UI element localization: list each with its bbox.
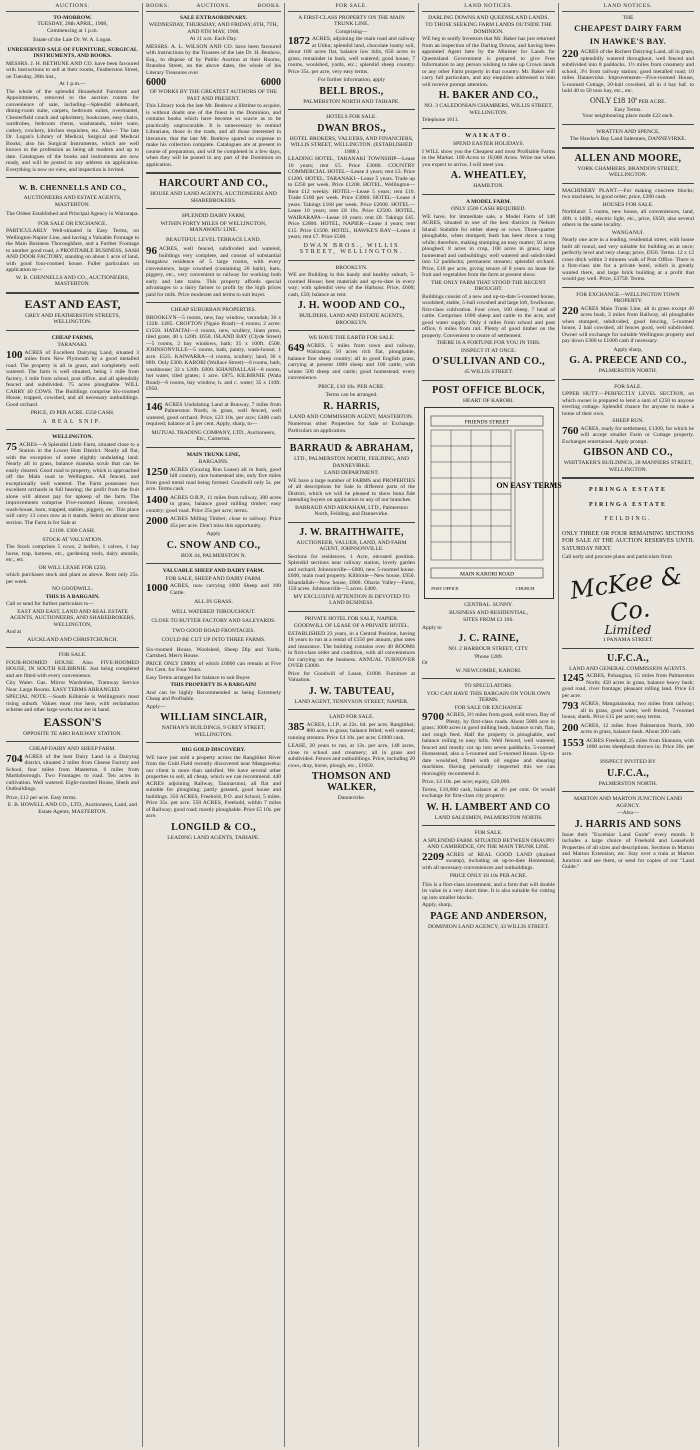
splendid-dairy: SPLENDID DAIRY FARM,: [181, 213, 246, 219]
private-hotel: PRIVATE HOTEL FOR SALE, NAPIER.: [304, 615, 399, 622]
bell-title: BELL BROS.,: [319, 85, 384, 97]
farm-desc: ACRES Undulating Land at Runway, 7 miles from Palmerston North; in grass, well fenced, well watered, good orchard. Price, £23 10s. per acre; £400 cash required; balance at 5 per cent. Apply, sharp, to—: [146, 401, 281, 427]
farm-200-acres: [562, 723, 694, 736]
kilbirnie-houses: FOUR-ROOMED HOUSE. Also FIVE-ROOMED HOUSE, IN SOUTH KILBIRNIE. Just being completed and are fitted with every convenience.: [6, 659, 139, 679]
kilbirnie-note: SPECIAL NOTE.—South Kilbirnie is Wellington's most rising suburb. Values must rise here, with reclamation scheme and other large works that are in hand.: [6, 694, 139, 713]
houses-for-sale: HOUSES FOR SALE.: [602, 201, 654, 208]
jhwood-sub: BUILDERS, LAND AND ESTATE AGENTS, BROOKLYN.: [299, 313, 404, 326]
only-cash: ONLY £500 CASH REQUIRED.: [451, 206, 526, 212]
spec-price: Price, £4 10s. per acre; equity, £20,000.: [422, 779, 511, 785]
suburban-list: BROOKLYN—5 rooms, new, bay window, verandah; 36 x 132ft. £485. CROFTON (Ngaio Road)—4 rooms; 2 acres. £1550. HATAITAI—4 rooms, new, scullery, linen press, tiled grate; 40 x 120ft. £650. ISLAND BAY (Clyde Street)—5 rooms, 2 bay windows, bath; 35 x 100ft. £500. JOHNSONVILLE—5 rooms, bath, pantry, wash-house; 1 acre. £525. KAIWARRA—4 rooms, scullery; land, 30 x 88ft. Only £300. KARORI (Wallace Street)—6 rooms, bath, washhouse; 33 x 126ft. £600. KHANDALLAH—8 rooms, hot water, tiled grates; 1 acre. £875. KILBIRNIE (Wala Road)—6 rooms, bay window, h. and c. water; 35 x 110ft. £950.: [146, 314, 281, 392]
farm-desc: ACRES, well fenced, subdivided and watered, buildings very complete, and consist of substantial bungalow residence of 5 large rooms, with every convenience, large cowshed (containing 20 bails), barn, piggery, etc., very convenient to railway for working both early and late trains. This property affords special advantages to a dairy farmer to profit by the high prices paid for milk. Price moderate and terms to suit buyer.: [146, 246, 281, 298]
bargains: BARGAINS.: [198, 459, 229, 465]
call-early: Call early and procure plans and particulars from: [562, 554, 672, 561]
column-header: [146, 3, 281, 12]
inspection-invited: INSPECT INVITED BY: [600, 759, 656, 766]
darling-sub: TO THOSE SEEKING FARM LANDS OUTSIDE THE DOMINION.: [425, 22, 552, 35]
auction-body: MESSRS. J. H. BETHUNE AND CO. have been favoured with instructions to sell at their rooms, Featherston Street, on Tuesday, 28th inst.,: [6, 60, 139, 80]
upper-hutt: UPPER HUTT.—PERFECTLY LEVEL SECTION, on which owner is prepared to lend a sum of £250 to anyone erecting cottage. Splendid chance for anyone to make a home of their own.: [562, 391, 694, 417]
for-sale-heading: FOR SALE.: [58, 652, 87, 658]
acres-number: 96: [146, 245, 157, 257]
model-farm: A MODEL FARM.: [465, 198, 512, 205]
taranaki: TARANAKI.: [57, 342, 88, 348]
farm-1000-acres: [146, 583, 281, 596]
chennells-body: PARTICULARLY Well-situated in Easy Terms, on Wellington-Napier Line, and having a Valuable Frontage to the Main Business Thoroughfare, and a Further Frontage to another good road, a PROFITABLE BUSINESS, SASH AND DOOR FACTORY, standing on about 1 acre of land, with good four-roomed house. Fuller particulars on application to—: [6, 228, 139, 273]
all-grass: ALL IN GRASS.: [194, 599, 233, 605]
inspect: INSPECT IT AT ONCE.: [460, 347, 516, 354]
books-body-2: This Library took the late Mr. Benbow a lifetime to acquire, is without doubt one of the finest in the Dominion, and contains books which have become so scarce as to be practically unprocurable. It is unnecessary to remind Librarians, those in the trade, and all those interested in literature, that the late Mr. Benbow spared no expense to make his collection complete. Catalogues are at present in course of preparation, and will be completed in a few days, when they will be posted to any part of the Dominion on application.: [146, 103, 281, 168]
sheep-apply: Apply—: [146, 703, 166, 710]
dairy-price-amount: ONLY £18 10: [589, 95, 636, 105]
baker-tel: Telephone 1611.: [422, 117, 459, 123]
farm-desc: ACRES Freehold, 25 miles from Shannon, with 1000 acres sheepbush thrown in; Price 20s. per acre.: [562, 737, 694, 757]
count-right: 6000: [261, 77, 281, 88]
farm-desc: ACRES, L.I.P., at 22s. 6d. per acre, Rangitikei; 800 acres in grass; balance felled; well watered; running streams. Price £4 10s. per acre; £1000 cash.: [288, 721, 415, 741]
sheep-sub: FOR SALE, SHEEP AND DAIRY FARM.: [165, 575, 262, 582]
acres-number: 793: [562, 700, 579, 713]
snow-title: C. SNOW AND CO.,: [166, 539, 261, 551]
sale-time: At 11 a.m. Each Day.: [189, 36, 238, 42]
farm-385-acres: [288, 722, 415, 742]
cheap-farms: CHEAP FARMS,: [51, 334, 94, 341]
earth-price: PRICE, £10 10s. PER ACRE.: [318, 383, 385, 390]
header-center: AUCTIONS.: [196, 3, 231, 9]
auction-time: Commencing at 1 p.m.: [46, 27, 99, 34]
mutual-sign: MUTUAL TRADING COMPANY, LTD., Auctioneers, Etc., Carterton.: [151, 429, 276, 442]
dwan-sign: DWAN BROS., WILLIS STREET, WELLINGTON.: [299, 242, 404, 255]
osullivan-sub: 45 WILLIS STREET.: [464, 369, 513, 375]
farm-100-acres: [6, 350, 139, 409]
farm-2209-acres: [422, 852, 555, 872]
dairy-neighbour: Your neighbouring place made £22 each.: [582, 113, 674, 120]
church-label: CHURCH: [515, 586, 534, 591]
post-office-block: POST OFFICE BLOCK,: [432, 384, 545, 396]
acres-number: 649: [288, 341, 305, 354]
farm-desc: ACRES of REAL GOOD LAND (drained swamp), including an up-to-date Homestead, with all necessary conveniences and outbuildings.: [422, 851, 555, 871]
call-text: Call or send for further particulars to—: [6, 601, 94, 607]
farm-desc: ACRES, Pohangina, 15 miles from Palmerston North; 450 acres in grass, balance heavy bush; good road, river frontage; pleasant rolling land. Price £4 per acre.: [562, 673, 694, 699]
braithwaite-sub: AUCTIONEER, VALUER, LAND, AND FARM AGENT, JOHNSONVILLE.: [296, 539, 407, 552]
acres-number: 146: [146, 400, 163, 413]
lambert-title: W. H. LAMBERT AND CO: [426, 801, 551, 813]
hotel-body: ESTABLISHED 23 years, in a Central Position, having 18 years to run at a rental of £156 per annum, plus rates and insurance. The building contains over 40 ROOMS in first-class order and condition, with all conveniences for carrying on the business. ANNUAL TURNOVER OVER £3000.: [288, 630, 415, 669]
brooklyn-title: BROOKLYN.: [335, 264, 368, 271]
wratten-title: WRATTEN AND SPENCE,: [596, 128, 660, 135]
count-row: [146, 77, 281, 88]
for-sale-2: FOR SALE.: [474, 830, 503, 836]
no-goodwill: NO GOODWILL.: [51, 586, 93, 592]
farm-220-exchange: [562, 306, 694, 345]
barraud-title: BARRAUD & ABRAHAM,: [289, 443, 414, 454]
farm-desc: ACRES, adjoining the main road and railway at Utiku; splendid land, chocolate loamy soil, about 180 acres flat, balance low hills, 650 acres in grass, remainder in bush, well watered; good house, 7 rooms, woolshed, yards, etc.; splendid sheep country. Price 35s. per acre, very easy terms.: [288, 36, 415, 75]
land-dept-body: WE have a large number of FARMS and PROPERTIES of all descriptions for Sale in different parts of the District, which we will be pleased to show bona fide intending buyers on application to any of our branches.: [288, 477, 415, 503]
count-left: 6000: [146, 77, 166, 88]
map-lots: [431, 430, 543, 560]
ufca-sub: LAND AND GENERAL COMMISSION AGENTS.: [569, 665, 687, 672]
hawkes-bay: IN HAWKE'S BAY.: [589, 36, 667, 46]
acres-number: 220: [562, 304, 579, 317]
kilbirnie-features: City Water. Gas. Mirror Wardrobes, Tramway Service Near. Large Rooms. EASY TERMS ARRANGED.: [6, 680, 139, 693]
run-1400: [146, 495, 281, 515]
farm-desc: ACRES, ready for settlement, £1300, for which he will accept smaller Farm or Cottage property. Exchanges entertained. Apply prompt.: [562, 425, 694, 445]
stock-valuation: STOCK AT VALUATION.: [42, 536, 103, 543]
acres-number: 2209: [422, 850, 444, 863]
raine-sub: NO. 2 HARBOUR STREET, CITY.: [448, 646, 529, 652]
eassons-title: EASSON'S: [43, 714, 102, 729]
page-anderson-sub: DOMINION LAND AGENCY, 43 WILLIS STREET.: [427, 923, 550, 930]
column-header: LAND NOTICES.: [422, 3, 555, 12]
preece-title: G. A. PREECE AND CO.,: [569, 355, 687, 367]
sheep-run: SHEEP RUN.: [612, 418, 644, 425]
wheatley-sub: HAMILTON.: [473, 183, 504, 189]
farm-desc: ACRES—A Splendid Little Farm, situated close to a Station in the Lower Hutt District. Nearly all flat, with the exception of some slightly undulating land. Nearly all in grass, balance manuka scrub that can be easily cleared. Good road to property, which is approached off the Main road to Wellington. All fenced, and exceptionally well watered. The Farm possesses two excellent orchards in full bearing; the profit from the fruit alone will almost pay for upkeep of the farm. The improvements comprise Five-roomed House, cowshed, wash-house, barn, trapped, stables, piggery, etc. This place will carry 13 cows now as it stands. Select on almost next section. The Farm is for Sale at: [6, 441, 139, 526]
central-sunny: CENTRAL. SUNNY.: [464, 602, 513, 608]
farm-desc: ACRES (Grazing Run Lease) all in bush, good hill country, nice homestead site, only five miles from good metal road being formed. Goodwill only 5s. per acre. Terms cash.: [146, 466, 281, 492]
preece-sub: PALMERSTON NORTH.: [598, 368, 658, 375]
snow-sub: BOX 44, PALMERSTON N.: [180, 552, 247, 559]
harris-title: R. HARRIS,: [323, 400, 380, 412]
comprising: Comprising—: [335, 28, 368, 35]
dwan-title: DWAN BROS.,: [317, 122, 386, 134]
acres-number: 1245: [562, 672, 584, 685]
ufca-title: U.F.C.A.,: [606, 652, 650, 664]
ohaupo-body: This is a first-class investment, and a farm that will double its value in a very short time. It is also suitable for cutting up into smaller blocks.: [422, 881, 555, 901]
earth-terms: Terms can be arranged.: [325, 392, 378, 398]
street-label: FRIENDS STREET: [464, 419, 509, 426]
farm-desc: ACRES of the Richest Dairying Land, all in grass, splendidly watered throughout, well fenced and subdivided into 8 paddocks. 1½ miles from creamery and school, 3½ from railway station; good metalled road; 10 miles Dannevirke. Improvements—Five-roomed House, 5-roomed Cottage, 20-bail cowshed, all in 4 bay baf. to hold 40 to 50 tons hay, etc., etc.: [562, 49, 694, 94]
acres-number: 1000: [146, 582, 168, 594]
feilding: FEILDING.: [604, 516, 652, 523]
farm-desc: ACRES, 12 miles from Palmerston North, 100 acres in grass, balance bush. About 200 cash.: [580, 722, 694, 736]
panama-street: 1 PANAMA STREET.: [602, 637, 654, 644]
dwan-sub: HOTEL BROKERS, VALUERS, AND FINANCIERS, WILLIS STREET, WELLINGTON. (ESTABLISHED 1888.): [289, 135, 414, 155]
column-3: [285, 3, 419, 1447]
auction-date: TO-MORROW.: [53, 14, 92, 21]
acres-number: 704: [6, 752, 23, 765]
farm-760-acres: [562, 426, 694, 446]
farm-793-acres: [562, 701, 694, 721]
mckee-signature: McKee & Co.: [568, 561, 684, 628]
sheep-terms: Easy Terms arranged for balance to suit Buyer.: [146, 674, 251, 681]
column-4: [419, 3, 562, 1447]
acres-number: 1553: [562, 736, 584, 749]
close-factory: CLOSE TO BUTTER FACTORY AND SALEYARDS.: [151, 618, 276, 624]
sinclair-sub: NATHAN'S BUILDINGS, 9 GREY STREET, WELLINGTON.: [161, 725, 266, 738]
allen-moore-title: ALLEN AND MOORE,: [574, 152, 682, 164]
farm-1872-acres: [288, 36, 415, 75]
land-for-sale: LAND FOR SALE.: [329, 714, 374, 720]
harris-sons-title: J. HARRIS AND SONS: [574, 818, 682, 830]
gold-body: WE have just sold a property across the Rangitikei River from the Gold Field recently discovered near Mangaweka; our client is more than satisfied. We have several other properties to sell, all cheap, which we can recommend. 440 ACRES adjoining Railway, Taumarunui, all flat and suitable for ploughing; partly grassed, good house and buildings. 350 ACRES, Freehold, P.O. and School, 5 miles. Price 35s. per acre. 550 ACRES, Freehold, within 7 miles of Railway; good road; mostly ploughable. Price £5 10s. per acre.: [146, 754, 282, 819]
auction-title: UNRESERVED SALE OF FURNITURE, SURGICAL INSTRUMENTS, AND BOOKS.: [7, 46, 138, 59]
eassons-sub: OPPOSITE TE ARO RAILWAY STATION.: [23, 730, 122, 737]
east-sign: EAST AND EAST, LAND AND REAL ESTATE AGENTS, AUCTIONEERS, AND SHAREBROKERS, WELLINGTON,: [10, 608, 135, 628]
chennells-sign: W. B. CHENNELLS AND CO., AUCTIONEERS, MASTERTON.: [15, 274, 130, 287]
terrace-land: BEAUTIFUL LEVEL TERRACE LAND.: [166, 236, 261, 243]
column-header: AUCTIONS.: [6, 3, 139, 12]
po-label: POST OFFICE: [430, 586, 459, 591]
farm-96-acres: [146, 246, 281, 298]
goodwill-lease: GOODWILL OF LEASE OF A PRIVATE HOTEL.: [293, 623, 410, 629]
osullivan-title: O'SULLIVAN AND CO.,: [432, 356, 545, 367]
wellington-heading: WELLINGTON.: [52, 434, 93, 440]
farm-649-acres: [288, 343, 415, 382]
acres-number: 1872: [288, 35, 310, 47]
only-farm: THE ONLY FARM THAT STOOD THE RECENT DROUGHT.: [431, 279, 546, 292]
cheap-dairy-sheep: CHEAP DAIRY AND SHEEP FARM.: [29, 746, 116, 752]
dairy-terms: Easy Terms.: [614, 106, 642, 113]
run-2000: [146, 516, 281, 529]
business-res: BUSINESS AND RESIDENTIAL,: [449, 609, 528, 616]
land-department: LAND DEPARTMENT.: [324, 470, 379, 476]
sheep-buildings: Six-roomed House, Woolshed, Sheep Dip and Yards, Cartshed, Men's House.: [146, 646, 281, 659]
acres-number: 1400: [146, 493, 168, 506]
acres-number: 200: [562, 721, 579, 734]
chennells-sale: FOR SALE OR EXCHANGE.: [38, 220, 107, 227]
farm-220-acres: [562, 49, 694, 95]
wellington-price: £1100. £300 CASH.: [49, 528, 96, 534]
exclusive-attention: MY EXCLUSIVE ATTENTION IS DEVOTED TO LAND BUSINESS.: [293, 593, 410, 606]
waikato-title: WAIKATO.: [465, 132, 512, 139]
well-watered: WELL WATERED THROUGHOUT.: [171, 608, 256, 615]
remaining-sections: ONLY THREE OR FOUR REMAINING SECTIONS FOR SALE AT THE AUCTION RESERVES UNTIL SATURDAY NEXT.: [562, 530, 694, 552]
farm-1245-acres: [562, 673, 694, 699]
farm-9700-acres: [422, 712, 555, 777]
main-trunk-line: MAIN TRUNK LINE,: [186, 451, 241, 458]
piringa-2: PIRINGA ESTATE: [589, 501, 667, 508]
farm-desc: ACRES of the best Dairy Land in a Dairying district, situated 2 miles from Cheese Factory and School, four miles from Masterton. 6 miles from Martinborough. Two Frontages to road. Ten acres in cultivation. Well watered. Eight-roomed House, Sheds and Outbuildings.: [6, 753, 139, 792]
chennells-oldest: The Oldest Established and Principal Agency in Wairarapa.: [6, 211, 139, 217]
apply-label: Apply: [206, 531, 221, 537]
heart-karori: HEART OF KARORI.: [463, 397, 514, 404]
raine-tel: 'Phone 1289.: [474, 653, 503, 660]
apply-sharp: Apply, sharp,: [422, 902, 452, 908]
valuable-sheep: VALUABLE SHEEP AND DAIRY FARM.: [162, 568, 265, 574]
newspaper-page: [3, 3, 697, 1447]
acres-number: 220: [562, 48, 579, 60]
sale-extraordinary: SALE EXTRAORDINARY.: [179, 14, 248, 21]
signature-limited: Limited: [604, 622, 652, 637]
header-left: BOOKS.: [146, 3, 170, 9]
sheep-recommend: And can be highly Recommended as being Extremely Cheap and Profitable.: [146, 689, 281, 702]
acres-number: 100: [6, 348, 23, 361]
real-snip: A REAL SNIP.: [42, 418, 103, 425]
books-body: MESSRS. A. L. WILSON AND CO. have been favoured with instructions by the Trustees of the late Dr. H. Benhow, Esq., to dispose of by Public Auction at their Rooms, Brandon Street, on the above dates, the whole of his Literary Treasures over: [146, 43, 281, 76]
tabuteau-title: J. W. TABUTEAU,: [308, 685, 395, 697]
or-label: Or: [422, 660, 428, 666]
spec-terms: Terms, £10,000 cash, balance at 4½ per cent. Or would exchange for first-class city property.: [422, 786, 555, 799]
works-line: OF WORKS BY THE GREATEST AUTHORS OF THE PAST AND PRESENT.: [149, 89, 278, 102]
barraud-sub: LTD., PALMERSTON NORTH, FEILDING, AND DANNEVIRKE.: [294, 456, 409, 469]
wheatley-title: A. WHEATLEY,: [450, 170, 527, 181]
farm-desc: ACRES, Mangatainoka, two miles from railway; all in grass, good water, well fenced, 7-roomed house, sheds. Price £15 per acre; easy terms.: [562, 701, 694, 721]
east-and-east-title: EAST AND EAST,: [24, 296, 121, 311]
apply-to: Apply to: [422, 624, 442, 631]
acres-number: 1250: [146, 465, 168, 478]
wratten-sub: The Hawke's Bay Land Salesmen, DANNEVIRKE.: [569, 136, 687, 143]
waikato-body: I WILL show you the Cheapest and most Profitable Farms in the Market. 100 Acres to 10,000 Acres. Write me when you expect to arrive, I will meet you.: [422, 148, 555, 168]
fortune: THERE IS A FORTUNE FOR YOU IN THIS.: [436, 340, 541, 346]
gibson-title: GIBSON AND CO.,: [583, 447, 673, 459]
harcourt-title: HARCOURT AND CO.,: [158, 178, 269, 189]
map-drawing: [425, 408, 562, 598]
longild-sub: LEADING LAND AGENTS, TAIHAPE.: [167, 834, 260, 841]
farm-desc: ACRES O.R.P., 11 miles from railway, 300 acres in grass, balance good milling timber; easy country; good road. Price 25s per acre; terms.: [146, 494, 281, 514]
gold-discovery: BIG GOLD DISCOVERY.: [181, 747, 246, 753]
column-1: [3, 3, 143, 1447]
sinclair-title: WILLIAM SINCLAIR,: [160, 712, 267, 723]
earth-title: WE HAVE THE EARTH FOR SALE.: [308, 335, 395, 341]
wanganui-body: Nearly one acre in a leading, residential street, with house built all round, and very suitable for building on at once; perfectly level and very cheap; price, £950. Terms. 12 x 12 cross ditch within 3 minutes walk of Post Office. There is a first-class site for a private hotel, which is greatly wanted there, and large brick building at a profit that would pay well. Price, £3750. Terms.: [562, 237, 694, 283]
dairy-price: [562, 97, 694, 105]
auckland-christchurch: AUCKLAND AND CHRISTCHURCH.: [27, 636, 118, 643]
bargain: THIS IS A BARGAIN.: [45, 593, 100, 600]
estate-name: Estate of the Late Dr. W. A. Logan.: [33, 37, 112, 43]
baker-title: H. BAKER AND CO.,: [438, 90, 539, 101]
wanganui: WANGANUI.: [611, 229, 645, 236]
the-label: THE: [622, 14, 634, 21]
farm-desc: ACRES, 5 miles from town and railway, Wairarapa; 50 acres rich flat, ploughable, balance fine sheep country; all in good English grass, carrying at present 1000 sheep and 100 cattle, with winter 500 sheep and cattle; good homestead; every convenience.: [288, 342, 415, 381]
acres-number: 9700: [422, 711, 444, 723]
column-2: [143, 3, 285, 1447]
suburban-title: CHEAP SUBURBAN PROPERTIES.: [170, 307, 257, 313]
farm-desc: ACRES of Excellent Dairying Land, situated 3 miles from New Plymouth by a good metalled road. The property is all in grass, and completely well watered. The farm is well situated, being 1 mile from factory, 1 mile from school, post office, and all splendidly fenced and subdivided. 75 acres ploughable. WILL CARRY 40 COWS. The Buildings comprise Six-roomed House, trapped, cowshed, and all necessary outbuildings. Good orchard.: [6, 349, 139, 408]
ufca-title-2: U.F.C.A.,: [606, 767, 650, 779]
piringa-1: PIRINGA ESTATE: [589, 487, 667, 494]
braithwaite-title: J. W. BRAITHWAITE,: [299, 526, 404, 538]
chennells-sub: AUCTIONEERS AND ESTATE AGENTS, MASTERTON.: [23, 195, 122, 208]
farm-1553-acres: [562, 738, 694, 758]
eassons-price: Price, £12 per acre. Easy terms.: [6, 794, 77, 801]
within-forty-miles: WITHIN FORTY MILES OF WELLINGTON, MANAWATU LINE.: [160, 220, 267, 233]
lease-title: OR WILL LEASE FOR £250,: [38, 564, 107, 571]
braithwaite-body: Sections for residences. 1 Acre, elevated position. Splendid sections near railway station, lovely garden and orchard. Johnsonville—£600, new 5-roomed house. £600, main road property. Kilbirnie—New house, £950. Khandallah—Now house, £800. Ohariu Valley—Farm, 150 acres. Johnsonville—5 acres. £400.: [288, 553, 415, 592]
sale-exchange: FOR SALE OR EXCHANGE: [454, 704, 523, 711]
gibson-sub: WHITTAKER'S BUILDINGS, 28 MANNERS STREET, WELLINGTON.: [563, 460, 693, 473]
to-speculators: TO SPECULATORS.: [464, 683, 513, 689]
and-at: And at: [6, 629, 22, 635]
first-class-title: A FIRST-CLASS PROPERTY ON THE MAIN TRUNK LINE.: [298, 14, 405, 27]
farm-704-acres: [6, 754, 139, 793]
auction-time-2: At 1 p.m.—: [59, 81, 86, 87]
machinery: MACHINERY PLANT.—For making concrete blocks; two machines, in good order; price, £200 cash.: [562, 187, 694, 201]
hotel-price: Price for Goodwill of Lease, £1000. Furniture at Valuation.: [288, 670, 415, 683]
farm-desc: ACRES, 3½ miles from good, sold town, Bay of Plenty, by first-class roads. About 5000 acre in grass; 3000 acres in good milling bush, balance scrub, flax, and rough feed. Half the property is ploughable, and balance rolling to easy hills. Well fenced, well watered, fenced and mostly cut up into seven paddocks. 5-roomed Homestead, also a 5-roomed and 5-roomed House. Up-to-date woolshed, fitted with oil engine and shearing machines. Having personally inspected this we can thoroughly recommend it.: [422, 712, 555, 777]
road-label: MAIN KARORI ROAD: [459, 571, 514, 578]
harris-sub: LAND AND COMMISSION AGENT, MASTERTON.: [289, 413, 414, 420]
acres-number: 75: [6, 440, 17, 453]
houses-body: Northland: 5 rooms, new house, all conveniences, land, 40ft. x 140ft.; electric light, etc., price, £650; also several others in the same locality.: [562, 209, 694, 229]
harcourt-sub: HOUSE AND LAND AGENTS, AUCTIONEERS AND SHAREBROKERS.: [150, 191, 277, 204]
ohaupo-farm: A SPLENDID FARM. SITUATED BETWEEN OHAUPO AND CAMBRIDGE, ON THE MAIN TRUNK LINE.: [422, 837, 555, 850]
farm-price: PRICE, £9 PER ACRE. £550 CASH.: [30, 410, 115, 416]
ohaupo-price: PRICE ONLY £8 10s PER ACRE.: [449, 873, 528, 879]
harris-sons-body: Issue their "Excelsior Land Guide" every month. It includes a large choice of Freehold and Leasehold Properties of all sizes and descriptions. Sections in Marton and Marton Extension, etc. Stay over a train at Marton Junction and see them, or send for copies of our "Land Guide.": [562, 831, 694, 871]
thomson-title: THOMSON AND WALKER,: [311, 771, 392, 793]
exchange-apply: Apply sharp,: [613, 346, 643, 353]
dairy-price-per: PER ACRE.: [638, 98, 666, 105]
lease-body: which purchases stock and plant as above. Rent only 25s. per week.: [6, 572, 139, 585]
howell-sign: E. B. HOWELL AND CO., LTD., Auctioneers, Land, and Estate Agents, MASTERTON.: [7, 802, 138, 815]
harris-more: Numerous other Properties for Sale or Exchange. Particulars on application.: [288, 421, 415, 434]
acres-number: 2000: [146, 515, 168, 527]
run-1250: [146, 467, 281, 493]
two-frontages: TWO GOOD ROAD FRONTAGES.: [172, 627, 255, 634]
further-info: For further information, apply: [317, 77, 386, 83]
farm-desc: ACRES Milling Timber, close to railway. Price 45s per acre. Don't miss this opportunity.: [170, 516, 281, 529]
brooklyn-body: WE are Building in this handy and healthy suburb, 5-roomed House; best materials and up-to-date in every way; with splendid view of the Harbour. Price, £600; cash, £50; balance as rent.: [288, 272, 415, 298]
sites-from: SITES FROM £3 10S.: [463, 617, 514, 623]
column-header: LAND NOTICES.: [562, 3, 694, 12]
dairy-price-unit: s: [635, 96, 637, 102]
acres-number: 760: [562, 424, 579, 437]
farm-146-acres: [146, 402, 281, 428]
darling-body: WE beg to notify Investors that Mr. Baker has just returned from an inspection of the Darling Downs, and having been appointed Agent here by the Minister for Lands for Queensland Government is prepared to give Free Information to any person wishing to take up Crown lands or any other Farm property in that country. Mr. Baker will carry full particulars, and any enquiries addressed to him will receive prompt attention.: [422, 36, 555, 88]
three-farms: COULD BE CUT UP INTO THREE FARMS.: [161, 637, 266, 643]
ufca-sub-2: PALMERSTON NORTH.: [598, 780, 658, 787]
acres-number: 385: [288, 720, 305, 733]
chennells-title: W. B. CHENNELLS AND CO.,: [18, 183, 127, 192]
karori-map: [424, 407, 562, 599]
farm-desc: ACRES, now carrying 1600 Sheep and 100 Cattle.: [170, 583, 281, 596]
easy-terms-label: ON EASY TERMS: [495, 481, 562, 490]
also: —Also—: [617, 810, 639, 817]
newcombe: W. NEWCOMBE, KARORI.: [455, 667, 522, 674]
exchange-title: FOR EXCHANGE—WELLINGTON TOWN PROPERTY.: [576, 291, 680, 305]
raine-title: J. C. RAINE,: [458, 633, 519, 644]
sheep-price: PRICE ONLY £8000; of which £6000 can remain at Five Per Cent. for Four Years.: [146, 660, 281, 673]
dwan-list: LEADING HOTEL, TARANAKI TOWNSHIP—Lease 10 years; rent £5. Price £3000. COUNTRY COMMERCIAL HOTEL—Lease 4 years; rent £3. Price £1200. HOTEL, TARANAKI—Lease 5 years. Trade up to £250 per week. Price £1200. HOTEL, Wellington—Rent £12 weekly. HOTEL—Lease 5 years; rent £10. Trade £100 per week. Price £3000. HOTEL—Lease 4 years. Takings £168 per week. Price £2600. HOTEL—Lease 10 years; rent £8 10s. Price £2500. HOTEL, WAIRARAPA—Lease 10 years; rent £8. Takings £45. Price £2800. HOTEL, NAPIER—Lease 4 years; rent £15. Price £1500. HOTEL, HAWKE'S BAY—Lease 4 years; rent £7. Price £500.: [288, 156, 415, 240]
column-5: [559, 3, 697, 1447]
column-header: FOR SALE.: [288, 3, 415, 12]
farm-75-acres: [6, 442, 139, 527]
east-and-east-sub: GREY AND FEATHERSTON STREETS, WELLINGTON.: [24, 312, 121, 325]
hotels-title: HOTELS FOR SALE.: [326, 114, 377, 120]
jhwood-title: J. H. WOOD AND CO.,: [297, 300, 406, 311]
marton-agency: MARTON AND MARTON JUNCTION LAND AGENCY.: [574, 796, 682, 809]
auction-day: TUESDAY, 28th APRIL, 1908,: [37, 21, 108, 27]
farm-desc: ACRES Main Trunk Line, all in grass except 40 acres bush, 3 miles from Railway, all ploughable when stumped, subdivided, good fencing, 5-roomed house, 2 bail cowshed, all fences good, well subdivided. Owner will exchange for suitable Wellington property and pay down £300 to £1000 cash if necessary.: [562, 305, 694, 345]
easter: SPEND EASTER HOLIDAYS.: [452, 141, 525, 147]
longild-title: LONGILD & CO.,: [171, 821, 256, 833]
lambert-sub: LAND SALESMEN, PALMERSTON NORTH.: [434, 814, 543, 821]
for-sale-3: FOR SALE.: [614, 383, 642, 390]
darling-downs: DARLING DOWNS AND QUEENSLAND LANDS.: [428, 14, 549, 21]
own-terms: YOU CAN HAVE THIS BARGAIN ON YOUR OWN TERMS.: [426, 690, 551, 703]
cheapest-dairy: CHEAPEST DAIRY FARM: [574, 23, 682, 33]
lease-body: LEASE, 20 years to run, at 12s. per acre, 148 acres, close to school and creamery; all in grass and subdivided. Fences and outbuildings. Price, including 20 cows, dray, horse, plough, etc., £1050.: [288, 743, 415, 769]
header-right: BOOKS.: [257, 3, 281, 9]
only-farm-body: Buildings consist of a new and up-to-date 5-roomed house, woolshed, stable, 5-bail cowshed and large loft, fowlhouse, first-class cultivation. Four cows, 100 sheep, 7 head of cattle. Comprises 1600 sheep and cattle to the acre, and good water supply. Only 4 miles from school and post office, 6 miles from rail. Plenty of good timber on the property. Convenient to centre of settlement.: [422, 293, 555, 339]
bell-sub: PALMERSTON NORTH AND TAIHAPE.: [303, 98, 400, 105]
auction-body-2: The whole of the splendid Household Furniture and Appointments, removed to the auction rooms for convenience of sale, including—Splendid sideboard, dining-room suite, carpets, bedroom suites, overmantel, Chesterfield couch and upholstery, bookcases, easy chairs, wardrobes, bedroom chests, washstands, toilet ware, cutlery, crockery, kitchen requisites, etc. Also— The late Dr. Logan's Library of Medical, Surgical and Medical Books; also his Surgical Instruments, which are well known to the profession as being all modern and up to date. Catalogues of the books and instruments are now ready, and will be posted to any address on application. Everything is now on view, and inspection is invited.: [6, 88, 139, 173]
sheep-bargain: THIS PROPERTY IS A BARGAIN!: [170, 682, 257, 688]
baker-sub: NO. 3 CALEDONIAN CHAMBERS, WILLIS STREET, WELLINGTON.: [424, 103, 553, 116]
sale-dates: WEDNESDAY, THURSDAY, AND FRIDAY, 6TH, 7TH, AND 8TH MAY, 1908.: [148, 22, 279, 35]
thomson-sub: Dannevirke.: [337, 795, 366, 801]
barraud-sign: BARRAUD AND ABRAHAM, LTD., Palmerston North, Feilding, and Dannevirke.: [295, 504, 408, 517]
stock-body: The Stock comprises 5 cows, 2 heifers, 1 calves, 1 bay horse, trap, harness, etc., gardening tools, dairy utensils, etc., etc.: [6, 544, 139, 563]
page-anderson-title: PAGE AND ANDERSON,: [430, 910, 547, 922]
allen-moore-sub: YORK CHAMBERS, BRANDON STREET, WELLINGTON.: [577, 165, 679, 179]
tabuteau-sub: LAND AGENT, TENNYSON STREET, NAPIER.: [294, 698, 409, 705]
model-body: WE have, for immediate sale, a Model Farm of 140 ACRES, situated in one of the best districts in Nelson Island. Suitable for either sheep or cows. Three-quarter ploughable, when stumped; bush has been down a long while; therefore, making stumping an easy matter; 50 acres ploughed; 8 acres in crop, 100 acres in grass; large homestead and outbuildings; well watered and subdivided into 12 paddocks; permanent streams; splendid orchard. Price, £10 per acre, giving tenure of 8 years on lease for fruit and vegetables from the farm at present show.: [422, 213, 555, 278]
